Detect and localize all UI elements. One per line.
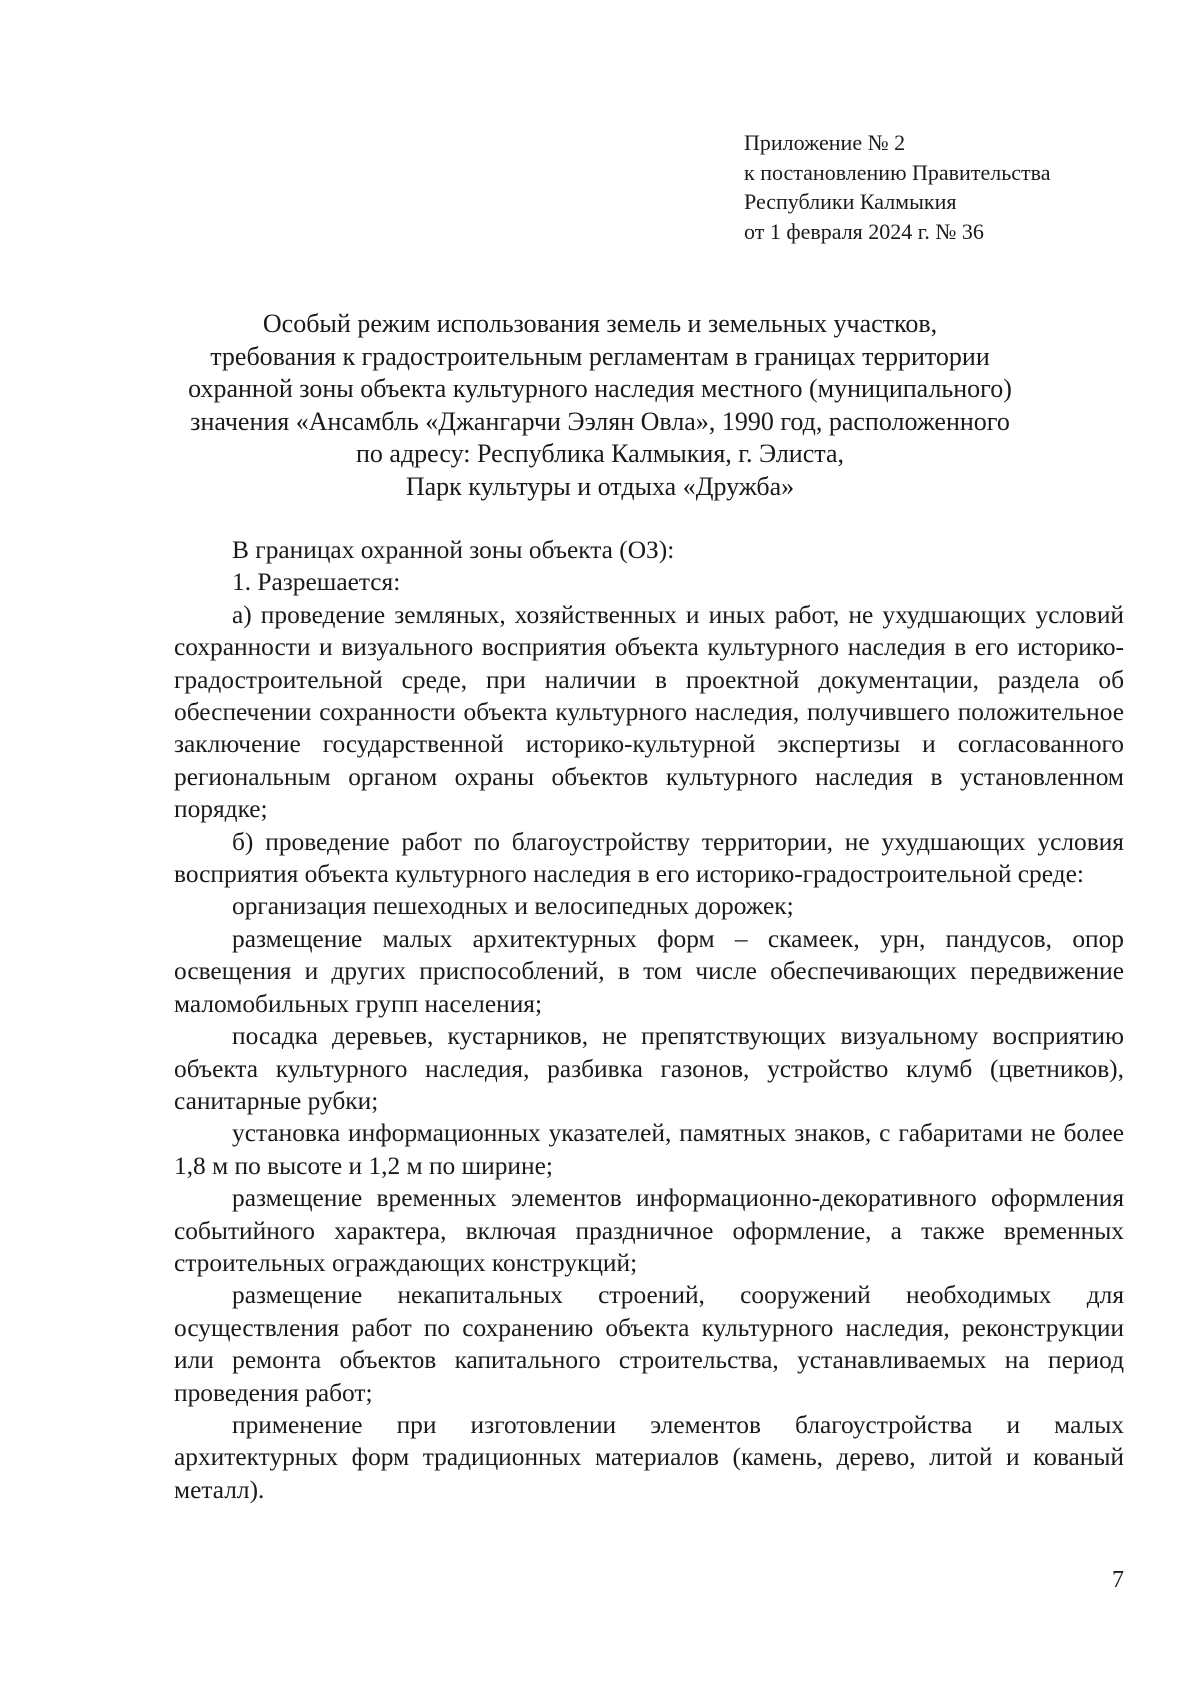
item-b-paragraph: б) проведение работ по благоустройству территории, не ухудшающих условия восприятия объекта культурного наследия в его историко-градостроительной среде: [174, 827, 1124, 889]
document-title [140, 308, 1060, 503]
appendix-line: Республики Калмыкия [744, 189, 957, 214]
appendix-line: от 1 февраля 2024 г. № 36 [744, 218, 984, 244]
sub-item-paragraph: установка информационных указателей, памятных знаков, с габаритами не более 1,8 м по высоте и 1,2 м по ширине; [174, 1119, 1124, 1180]
title-line: значения «Ансамбль «Джангарчи Ээлян Овла», 1990 год, расположенного [190, 406, 1010, 436]
appendix-line: к постановлению Правительства [744, 159, 1051, 185]
sub-item-paragraph: размещение временных элементов информационно-декоративного оформления событийного характера, включая праздничное оформление, а также временных строительных ограждающих конструкций; [174, 1184, 1124, 1277]
title-line: требования к градостроительным регламентам в границах территории [210, 341, 990, 371]
appendix-line: Приложение № 2 [744, 130, 906, 155]
page-number: 7 [1112, 1567, 1124, 1593]
title-line: по адресу: Республика Калмыкия, г. Элиста, [356, 439, 844, 468]
sub-item-paragraph: организация пешеходных и велосипедных дорожек; [232, 892, 794, 921]
title-line: Особый режим использования земель и земельных участков, [262, 309, 938, 338]
sub-item-paragraph: размещение некапитальных строений, сооружений необходимых для осуществления работ по сохранению объекта культурного наследия, реконструкции или ремонта объектов капитального строительства, устанавливаемых на период проведения работ; [174, 1281, 1124, 1407]
sub-item-paragraph: посадка деревьев, кустарников, не препятствующих визуальному восприятию объекта культурного наследия, разбивка газонов, устройство клумб (цветников), санитарные рубки; [174, 1022, 1124, 1115]
sub-item-paragraph: размещение малых архитектурных форм – скамеек, урн, пандусов, опор освещения и других приспособлений, в том числе обеспечивающих передвижение маломобильных групп населения; [174, 924, 1124, 1018]
document-body [174, 534, 1124, 1506]
intro-paragraph: В границах охранной зоны объекта (ОЗ): [232, 536, 675, 564]
title-line: Парк культуры и отдыха «Дружба» [405, 471, 795, 501]
title-line: охранной зоны объекта культурного наследия местного (муниципального) [188, 374, 1012, 403]
appendix-block [744, 128, 1050, 246]
item-a-paragraph: а) проведение земляных, хозяйственных и иных работ, не ухудшающих условий сохранности и визуального восприятия объекта культурного наследия в его историко-градостроительной среде, при наличии в проектной документации, раздела об обеспечении сохранности объекта культурного наследия, получившего положительное заключение государственной историко-культурной экспертизы и согласованного региональным органом охраны объектов культурного наследия в установленном порядке; [174, 600, 1124, 824]
sub-item-paragraph: применение при изготовлении элементов благоустройства и малых архитектурных форм традиционных материалов (камень, дерево, литой и кованый металл). [174, 1410, 1124, 1504]
section-heading: 1. Разрешается: [232, 568, 401, 597]
